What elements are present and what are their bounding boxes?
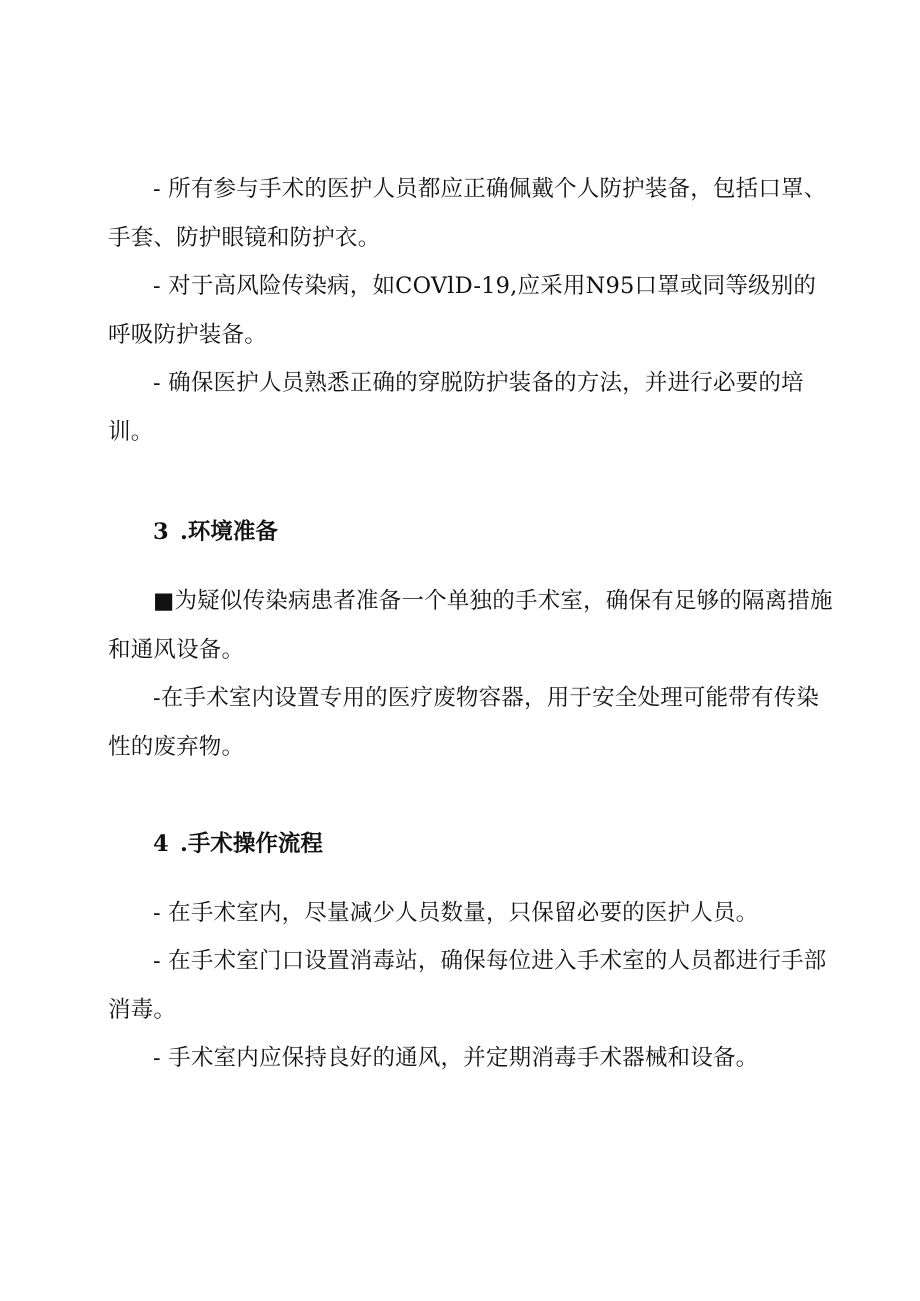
paragraph-ventilation: - 手术室内应保持良好的通风，并定期消毒手术器械和设备。 bbox=[153, 1045, 759, 1071]
paragraph-ppe-training: - 确保医护人员熟悉正确的穿脱防护装备的方法，并进行必要的培训。 bbox=[108, 370, 804, 445]
section-title: .环境准备 bbox=[180, 519, 278, 545]
section-heading-environment bbox=[153, 517, 278, 547]
paragraph-ppe-high-risk: - 对于高风险传染病，如COVlD-19,应采用N95口罩或同等级别的呼吸防护装备。 bbox=[108, 273, 817, 348]
paragraph-waste-container: -在手术室内设置专用的医疗废物容器，用于安全处理可能带有传染性的废弃物。 bbox=[108, 685, 820, 760]
section-number: 4 bbox=[153, 831, 169, 857]
paragraph-isolation-room: ■为疑似传染病患者准备一个单独的手术室，确保有足够的隔离措施和通风设备。 bbox=[108, 588, 833, 663]
paragraph-ppe-wear: - 所有参与手术的医护人员都应正确佩戴个人防护装备，包括口罩、手套、防护眼镜和防护衣。 bbox=[108, 176, 827, 251]
section-number: 3 bbox=[153, 519, 169, 545]
paragraph-disinfection-station: - 在手术室门口设置消毒站，确保每位进入手术室的人员都进行手部消毒。 bbox=[108, 948, 827, 1023]
paragraph-reduce-staff: - 在手术室内，尽量减少人员数量，只保留必要的医护人员。 bbox=[153, 900, 759, 926]
section-heading-procedure bbox=[153, 829, 323, 859]
section-title: .手术操作流程 bbox=[180, 831, 323, 857]
